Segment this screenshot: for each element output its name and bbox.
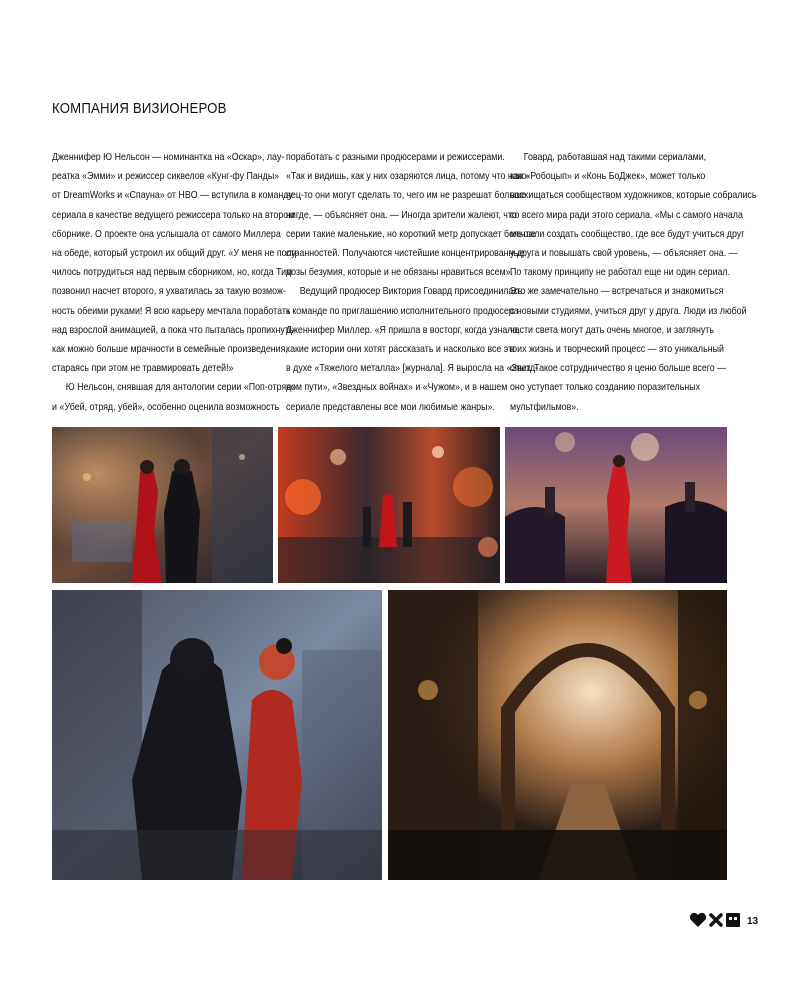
text-line: ность обеими руками! Я всю карьеру мечтала поработать <box>52 305 291 317</box>
text-line: ном пути», «Звездных войнах» и «Чужом», и в нашем <box>286 382 508 394</box>
text-line: мечтали создать сообщество, где все будут учиться друг <box>510 228 745 240</box>
text-line: поработать с разными продюсерами и режиссерами. <box>286 152 505 163</box>
text-line: стараясь при этом не травмировать детей!» <box>52 363 234 375</box>
text-line: со всего мира ради этого сериала. «Мы с самого начала <box>510 209 743 221</box>
text-column-3 <box>510 148 757 417</box>
text-line: Дженнифер Ю Нельсон — номинантка на «Оскар», лау- <box>52 152 285 163</box>
page-number: 13 <box>747 916 759 927</box>
text-line: к команде по приглашению исполнительного продюсера <box>286 305 519 317</box>
text-line: серии такие маленькие, но короткий метр допускает больше <box>286 228 536 240</box>
text-line: нец-то они могут сделать то, чего им не разрешат больше <box>286 190 526 202</box>
text-line: Говард, работавшая над такими сериалами, <box>523 152 707 163</box>
concept-art-red-bokeh <box>278 427 500 583</box>
text-line: По такому принципу не работал еще ни один сериал. <box>510 267 731 279</box>
text-line: сборнике. О проекте она услышала от самого Миллера <box>52 228 281 240</box>
text-line: в их жизнь и творческий процесс — это уникальный <box>510 344 724 356</box>
text-line: на обеде, который устроил их общий друг. «У меня не полу- <box>52 248 299 260</box>
text-line: реатка «Эмми» и режиссер сиквелов «Кунг-фу Панды» <box>52 171 280 183</box>
text-line: и «Убей, отряд, убей», особенно оценила возможность <box>52 401 280 413</box>
brand-logo <box>689 911 741 929</box>
text-line: как можно больше мрачности в семейные произведения, <box>52 344 288 356</box>
text-line: позвонил насчет второго, я ухватилась за такую возмож- <box>52 286 286 298</box>
robot-face-icon <box>725 912 741 928</box>
text-line: мультфильмов». <box>510 401 579 413</box>
text-line: части света могут дать очень многое, и заглянуть <box>510 324 714 336</box>
text-line: дозы безумия, которые и не обязаны нравиться всем». <box>286 267 514 279</box>
text-line: Это же замечательно — встречаться и знакомиться <box>510 286 724 298</box>
concept-art-grand-hall <box>388 590 727 880</box>
text-column-1 <box>52 148 299 417</box>
x-icon <box>709 913 723 927</box>
page-title: КОМПАНИЯ ВИЗИОНЕРОВ <box>52 100 227 117</box>
text-column-2 <box>286 148 539 417</box>
text-line: Ю Нельсон, снявшая для антологии серии «Поп-отряд» <box>65 382 297 394</box>
text-line: над взрослой анимацией, а пока что пыталась пропихнуть <box>52 324 294 336</box>
text-line: сериала в качестве ведущего режиссера только на втором <box>52 209 295 221</box>
text-line: Ведущий продюсер Виктория Говард присоединилась <box>299 286 523 298</box>
text-line: Дженнифер Миллер. «Я пришла в восторг, когда узнала, <box>286 324 520 336</box>
concept-art-party-couple <box>52 427 273 583</box>
text-line: у друга и повышать свой уровень, — объясняет она. — <box>510 248 738 260</box>
text-line: чилось потрудиться над первым сборником, но, когда Тим <box>52 267 293 279</box>
text-line: «Так и видишь, как у них озаряются лица, потому что нако- <box>286 171 530 183</box>
text-line: с новыми студиями, учиться друг у друга. Люди из любой <box>510 305 747 317</box>
text-line: сериале представлены все мои любимые жанры». <box>286 401 495 413</box>
text-line: опыт. Такое сотрудничество я ценю больше всего — <box>510 363 727 375</box>
text-line: от DreamWorks и «Спауна» от HBO — вступила в команду <box>52 190 293 202</box>
text-line: нигде, — объясняет она. — Иногда зрители жалеют, что <box>286 209 517 221</box>
text-line: странностей. Получаются чистейшие концентрированные <box>286 248 525 260</box>
heart-icon <box>689 912 707 928</box>
concept-art-couple-dancing <box>52 590 382 880</box>
text-line: в духе «Тяжелого металла» [журнала]. Я выросла на «Звезд- <box>286 363 539 375</box>
concept-art-red-dress-crowd <box>505 427 727 583</box>
text-line: восхищаться сообществом художников, которые собрались <box>510 190 757 202</box>
text-line: какие истории они хотят рассказать и насколько все это <box>286 344 518 356</box>
text-line: оно уступает только созданию поразительных <box>510 382 701 394</box>
text-line: как «Робоцып» и «Конь БоДжек», может только <box>510 171 706 183</box>
